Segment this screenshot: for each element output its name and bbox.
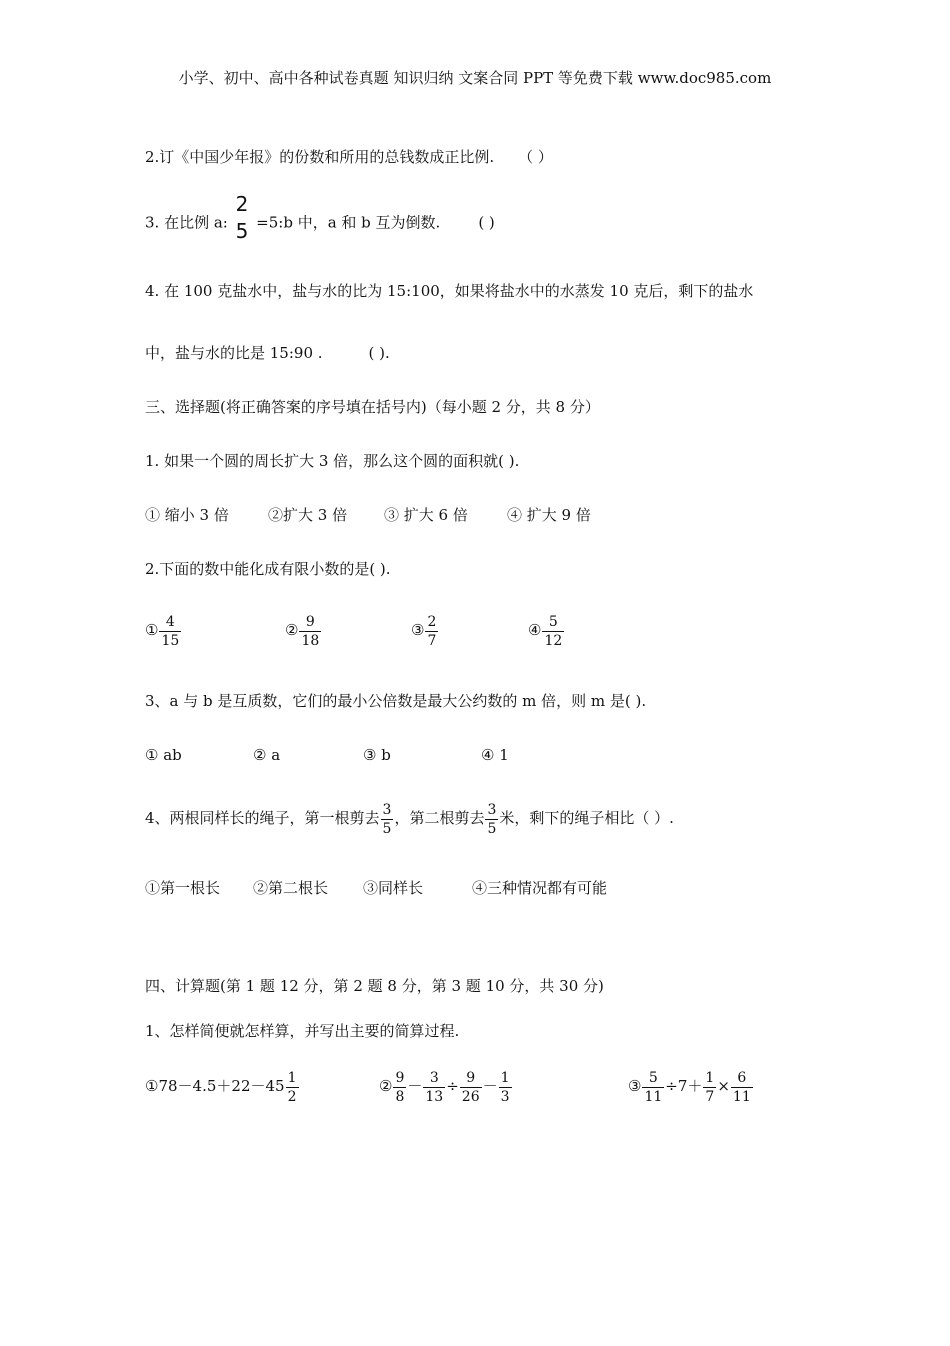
choice-q3-options <box>145 745 509 765</box>
option-fraction <box>159 615 181 648</box>
judge-q2 <box>145 147 553 167</box>
option-item: ②扩大 3 倍 <box>268 506 348 524</box>
operator: ÷7＋ <box>665 1077 703 1095</box>
judge-q2-text: 2.订《中国少年报》的份数和所用的总钱数成正比例. <box>145 148 495 166</box>
fraction-numerator: 1 <box>705 1069 715 1086</box>
expression-fraction <box>423 1071 445 1104</box>
section3-title: 三、选择题(将正确答案的序号填在括号内)（每小题 2 分，共 8 分） <box>145 398 600 416</box>
expression-fraction <box>731 1071 753 1104</box>
calc-expressions <box>145 1066 754 1106</box>
expression-mark: ② <box>379 1077 393 1095</box>
fraction-denominator: 11 <box>644 1088 663 1105</box>
fraction-numerator: 2 <box>427 613 437 630</box>
judge-q3 <box>145 192 495 247</box>
option-item: ①第一根长 <box>145 879 221 897</box>
choice-q4-fraction-2 <box>485 803 498 836</box>
option-item: ②第二根长 <box>253 879 329 897</box>
judge-q4-text: 中，盐与水的比是 15:90 . <box>145 344 323 362</box>
expression-fraction <box>499 1071 512 1104</box>
option-item: ④ 扩大 9 倍 <box>507 506 591 524</box>
expression-fraction <box>393 1071 406 1104</box>
option-item <box>285 612 411 648</box>
fraction-denominator: 5 <box>235 219 249 243</box>
judge-q3-prefix: 3. 在比例 a: <box>145 213 228 232</box>
judge-q3-suffix: =5:b 中，a 和 b 互为倒数. <box>256 213 441 232</box>
choice-q1-options <box>145 505 591 525</box>
choice-q4-text-b: ，第二根剪去 <box>394 809 485 827</box>
fraction-numerator: 5 <box>648 1069 658 1086</box>
operator: ÷ <box>446 1077 459 1095</box>
choice-q4-text-c: 米，剩下的绳子相比（ ）. <box>499 809 674 827</box>
option-fraction <box>542 615 564 648</box>
judge-q3-paren: ( ) <box>478 213 495 232</box>
choice-q1: 1. 如果一个圆的周长扩大 3 倍，那么这个圆的面积就( ). <box>145 452 520 470</box>
fraction-denominator: 7 <box>705 1088 715 1105</box>
fraction-denominator: 3 <box>500 1088 510 1105</box>
choice-q4-text-a: 4、两根同样长的绳子，第一根剪去 <box>145 809 380 827</box>
choice-q4 <box>145 800 674 836</box>
judge-q2-paren: （ ） <box>518 148 553 166</box>
option-mark: ④ <box>528 621 542 639</box>
option-item: ② a <box>253 746 281 764</box>
expression-fraction <box>703 1071 716 1104</box>
fraction-denominator: 2 <box>287 1088 297 1105</box>
judge-q4-paren: ( ). <box>368 344 390 362</box>
expression-mark: ① <box>145 1077 159 1095</box>
option-item <box>528 612 565 648</box>
fraction-denominator: 7 <box>427 632 437 649</box>
option-item: ③ 扩大 6 倍 <box>384 506 468 524</box>
operator: － <box>482 1077 498 1095</box>
option-item: ④ 1 <box>481 746 509 764</box>
fraction-numerator: 5 <box>548 613 558 630</box>
option-mark: ③ <box>411 621 425 639</box>
option-fraction <box>299 615 321 648</box>
fraction-numerator: 1 <box>500 1069 510 1086</box>
expression-mark: ③ <box>628 1077 642 1095</box>
option-item <box>145 612 285 648</box>
fraction-numerator: 4 <box>165 613 175 630</box>
fraction-numerator: 9 <box>466 1069 476 1086</box>
section4-title: 四、计算题(第 1 题 12 分，第 2 题 8 分，第 3 题 10 分，共 30 分) <box>145 977 604 995</box>
fraction-denominator: 8 <box>395 1088 405 1105</box>
fraction-numerator: 1 <box>287 1069 297 1086</box>
calc-q1: 1、怎样简便就怎样算，并写出主要的简算过程. <box>145 1022 460 1040</box>
option-mark: ② <box>285 621 299 639</box>
expression-fraction <box>460 1071 482 1104</box>
calc-expression-2 <box>379 1066 628 1106</box>
option-fraction <box>425 615 438 648</box>
option-item: ① ab <box>145 746 182 764</box>
judge-q4-line2 <box>145 343 390 363</box>
calc-expression-1 <box>145 1066 379 1106</box>
fraction-denominator: 5 <box>382 820 392 837</box>
expression-text: 78－4.5＋22－45 <box>158 1077 285 1095</box>
fraction-denominator: 13 <box>425 1088 444 1105</box>
judge-q4-line1: 4. 在 100 克盐水中，盐与水的比为 15:100，如果将盐水中的水蒸发 10 克后，剩下的盐水 <box>145 282 754 300</box>
option-mark: ① <box>145 621 159 639</box>
fraction-denominator: 18 <box>301 632 320 649</box>
expression-fraction <box>286 1071 299 1104</box>
choice-q4-fraction-1 <box>381 803 394 836</box>
fraction-denominator: 26 <box>461 1088 480 1105</box>
option-item: ① 缩小 3 倍 <box>145 506 229 524</box>
fraction-numerator: 9 <box>305 613 315 630</box>
choice-q3: 3、a 与 b 是互质数，它们的最小公倍数是最大公约数的 m 倍，则 m 是( ). <box>145 692 647 710</box>
expression-fraction <box>642 1071 664 1104</box>
option-item: ④三种情况都有可能 <box>472 879 608 897</box>
option-item: ③同样长 <box>363 879 424 897</box>
fraction-denominator: 15 <box>161 632 180 649</box>
fraction-numerator: 3 <box>382 801 392 818</box>
choice-q4-options <box>145 878 607 898</box>
fraction-denominator: 11 <box>732 1088 751 1105</box>
operator: － <box>407 1077 423 1095</box>
fraction-numerator: 2 <box>235 192 249 216</box>
fraction-denominator: 5 <box>487 820 497 837</box>
fraction-numerator: 9 <box>395 1069 405 1086</box>
fraction-numerator: 3 <box>429 1069 439 1086</box>
calc-expression-3 <box>628 1066 754 1106</box>
judge-q3-fraction <box>234 194 251 241</box>
page-header: 小学、初中、高中各种试卷真题 知识归纳 文案合同 PPT 等免费下载 www.doc985.com <box>178 69 772 87</box>
option-item <box>411 612 528 648</box>
fraction-denominator: 12 <box>544 632 563 649</box>
option-item: ③ b <box>363 746 391 764</box>
choice-q2-options <box>145 612 565 648</box>
fraction-numerator: 3 <box>487 801 497 818</box>
choice-q2: 2.下面的数中能化成有限小数的是( ). <box>145 560 391 578</box>
operator: × <box>717 1077 730 1095</box>
fraction-numerator: 6 <box>737 1069 747 1086</box>
